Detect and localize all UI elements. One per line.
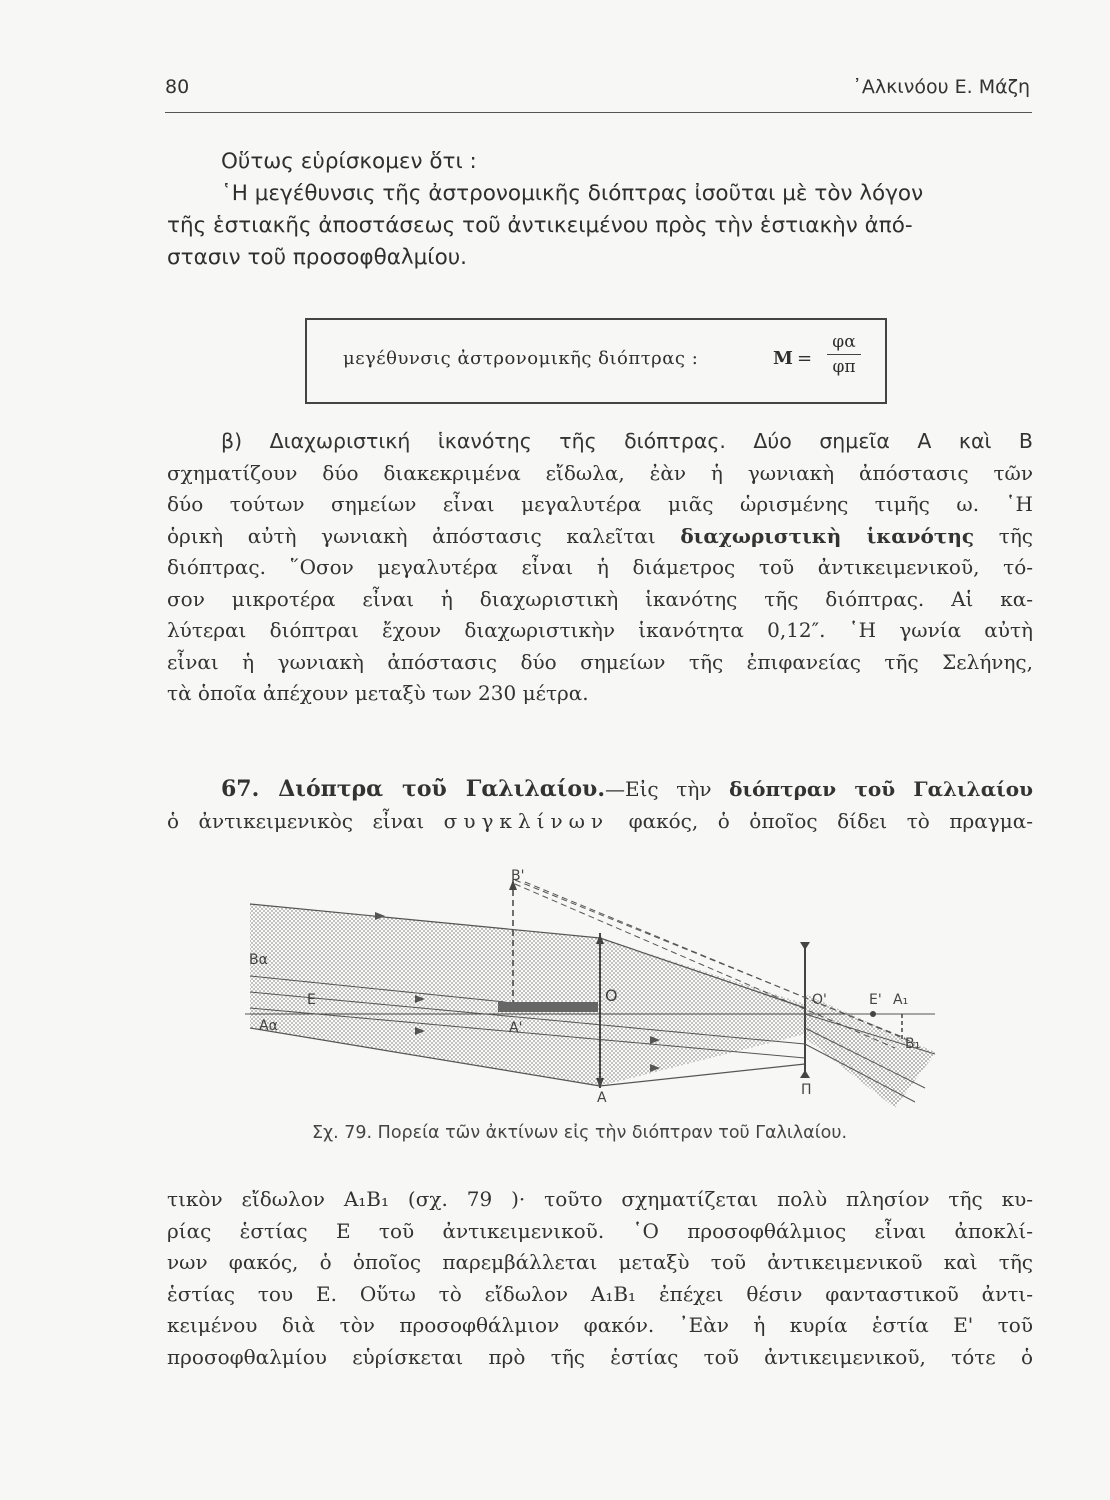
label-b-prime: B' (511, 868, 525, 884)
label-a1: A₁ (893, 992, 909, 1008)
label-a: A (597, 1090, 607, 1106)
text-line: εἶναι ἡ γωνιακὴ ἀπόστασις δύο σημείων τῆς ἐπιφανείας τῆς Σελήνης, (167, 649, 1033, 674)
text-span: —Εἰς τὴν (604, 777, 730, 801)
formula-label: μεγέθυνσις ἀστρονομικῆς διόπτρας : (343, 348, 699, 369)
formula-numerator: φα (832, 332, 856, 352)
defined-term: διόπτραν τοῦ Γαλιλαίου (729, 777, 1033, 801)
intro-line: ῾Η μεγέθυνσις τῆς ἀστρονομικῆς διόπτρας ἰσοῦται μὲ τὸν λόγον (221, 181, 924, 206)
formula-equals: = (797, 348, 813, 369)
text-line: σχηματίζουν δύο διακεκριμένα εἴδωλα, ἐὰν ἡ γωνιακὴ ἀπόστασις τῶν (167, 460, 1033, 485)
intro-paragraph (167, 146, 1033, 274)
formula-box (305, 318, 887, 404)
label-e-prime: E' (869, 992, 882, 1008)
defined-term: διαχωριστικὴ ἱκανότης (680, 523, 975, 548)
text-span: φακός, ὁ ὁποῖος δίδει τὸ πραγμα- (609, 808, 1033, 833)
galilean-telescope-diagram (245, 868, 965, 1118)
label-o-prime: O' (812, 992, 827, 1008)
label-a-prime: A' (509, 1020, 523, 1036)
text-line: κειμένου διὰ τὸν προσοφθάλμιον φακόν. ᾿Εὰν ἡ κυρία ἑστία Ε' τοῦ (167, 1313, 1033, 1337)
text-span: τῆς (974, 523, 1033, 548)
page-number: 80 (165, 76, 190, 98)
text-line: τὰ ὁποῖα ἀπέχουν μεταξὺ των 230 μέτρα. (167, 681, 589, 705)
intro-line: στασιν τοῦ προσοφθαλμίου. (167, 245, 468, 270)
intro-line: τῆς ἑστιακῆς ἀποστάσεως τοῦ ἀντικειμένου πρὸς τὴν ἑστιακὴν ἀπό- (167, 213, 913, 238)
figure-caption: Σχ. 79. Πορεία τῶν ἀκτίνων εἰς τὴν διόπτραν τοῦ Γαλιλαίου. (312, 1123, 848, 1143)
continuation-paragraph (167, 1184, 1033, 1373)
text-line: β) Διαχωριστική ἱκανότης τῆς διόπτρας. Δύο σημεῖα Α καὶ Β (221, 429, 1033, 453)
section-heading-line (167, 774, 1033, 806)
text-line (167, 806, 1033, 838)
formula-denominator: φπ (832, 357, 856, 377)
text-line: προσοφθαλμίου εὑρίσκεται πρὸ τῆς ἑστίας τοῦ ἀντικειμενικοῦ, τότε ὁ (167, 1344, 1033, 1369)
text-line: ἑστίας του Ε. Οὕτω τὸ εἴδωλον A₁B₁ ἐπέχει θέσιν φανταστικοῦ ἀντι- (167, 1281, 1033, 1306)
text-line: ρίας ἑστίας Ε τοῦ ἀντικειμενικοῦ. ῾Ο προσοφθάλμιος εἶναι ἀποκλί- (167, 1218, 1033, 1243)
text-line: δύο τούτων σημείων εἶναι μεγαλυτέρα μιᾶς ὡρισμένης τιμῆς ω. ῾Η (167, 492, 1033, 516)
intro-line: Οὕτως εὑρίσκομεν ὅτι : (221, 149, 477, 174)
text-line: τικὸν εἴδωλον A₁B₁ (σχ. 79 )· τοῦτο σχηματίζεται πολὺ πλησίον τῆς κυ- (167, 1187, 1033, 1211)
section-67-paragraph (167, 774, 1033, 837)
text-line: λύτεραι διόπτραι ἔχουν διαχωριστικὴν ἱκανότητα 0,12″. ῾Η γωνία αὐτὴ (167, 618, 1033, 642)
label-e: E (307, 992, 316, 1008)
text-span: ὁρικὴ αὐτὴ γωνιακὴ ἀπόστασις καλεῖται (167, 523, 681, 548)
label-b-infinity: Bα (249, 952, 268, 968)
running-author: ᾿Αλκινόου Ε. Μάζη (852, 76, 1030, 98)
section-beta-paragraph (167, 426, 1033, 710)
text-line: νων φακός, ὁ ὁποῖος παρεμβάλλεται μεταξὺ τοῦ ἀντικειμενικοῦ καὶ τῆς (167, 1250, 1033, 1274)
formula-symbol: M (773, 348, 793, 369)
emphasized-term: συγκλίνων (443, 808, 610, 833)
text-line: διόπτρας. ῞Οσον μεγαλυτέρα εἶναι ἡ διάμετρος τοῦ ἀντικειμενικοῦ, τό- (167, 555, 1033, 579)
label-pi: Π (801, 1082, 812, 1098)
formula-fraction (827, 332, 861, 377)
text-span: ὁ ἀντικειμενικὸς εἶναι (167, 808, 444, 833)
header-rule (165, 112, 1032, 113)
text-line: σον μικροτέρα εἶναι ἡ διαχωριστικὴ ἱκανότης τῆς διόπτρας. Αἱ κα- (167, 586, 1033, 611)
label-b1: B₁ (905, 1036, 921, 1052)
text-line (167, 521, 1033, 553)
section-heading: 67. Διόπτρα τοῦ Γαλιλαίου. (221, 776, 605, 802)
label-o: O (605, 986, 618, 1005)
label-a-infinity: Aα (259, 1018, 278, 1034)
fraction-bar (827, 354, 861, 355)
